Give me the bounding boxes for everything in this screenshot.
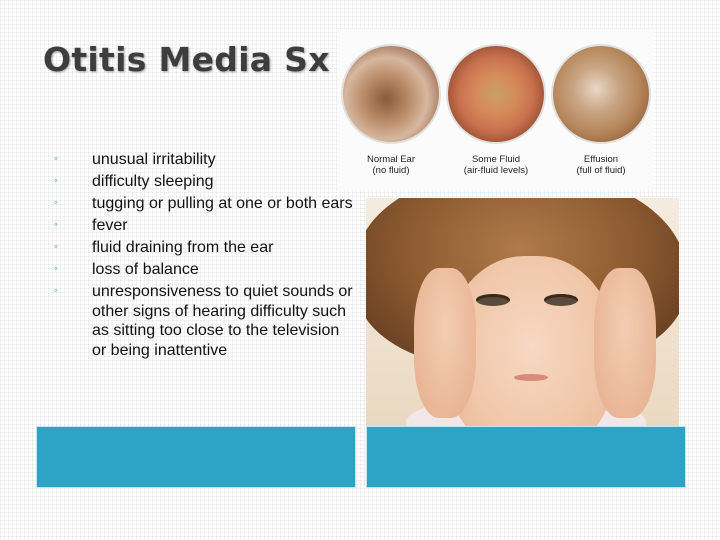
slide-title: Otitis Media Sx <box>43 40 330 79</box>
list-item <box>54 282 354 360</box>
normal-ear-image <box>343 46 439 142</box>
footer-bar-left <box>36 426 356 488</box>
left-hand-shape <box>414 268 476 418</box>
ear-caption-effusion <box>551 154 651 176</box>
child-covering-ears-photo <box>366 198 679 426</box>
effusion-ear-image <box>553 46 649 142</box>
ear-caption-label: Some Fluid <box>471 154 521 165</box>
symptom-text: difficulty sleeping <box>92 173 214 190</box>
bullet-icon: ◦ <box>54 219 58 231</box>
symptom-text: unresponsiveness to quiet sounds or other signs of hearing difficulty such as sitting too close to the television or being inattentive <box>92 283 353 359</box>
list-item <box>54 172 354 192</box>
symptom-text: unusual irritability <box>92 151 216 168</box>
ear-caption-label: Effusion <box>583 154 619 165</box>
bullet-icon: ◦ <box>54 197 58 209</box>
symptom-text: fluid draining from the ear <box>92 239 274 256</box>
some-fluid-ear-image <box>448 46 544 142</box>
list-item <box>54 260 354 280</box>
bullet-icon: ◦ <box>54 175 58 187</box>
ear-caption-label: Normal Ear <box>366 154 416 165</box>
ear-caption-sublabel: (full of fluid) <box>576 165 626 176</box>
footer-bar-right <box>366 426 686 488</box>
list-item <box>54 216 354 236</box>
symptom-text: tugging or pulling at one or both ears <box>92 195 353 212</box>
list-item <box>54 194 354 214</box>
right-eye-shape <box>544 294 578 306</box>
bullet-icon: ◦ <box>54 153 58 165</box>
ear-caption-sublabel: (no fluid) <box>372 165 410 176</box>
mouth-shape <box>514 374 548 381</box>
symptom-list <box>54 150 354 363</box>
list-item <box>54 150 354 170</box>
list-item <box>54 238 354 258</box>
bullet-icon: ◦ <box>54 285 58 297</box>
right-hand-shape <box>594 268 656 418</box>
ear-caption-normal <box>341 154 441 176</box>
eardrum-image-panel <box>337 30 653 190</box>
ear-caption-fluid <box>446 154 546 176</box>
symptom-text: fever <box>92 217 128 234</box>
bullet-icon: ◦ <box>54 263 58 275</box>
left-eye-shape <box>476 294 510 306</box>
bullet-icon: ◦ <box>54 241 58 253</box>
ear-caption-sublabel: (air-fluid levels) <box>463 165 529 176</box>
symptom-text: loss of balance <box>92 261 199 278</box>
